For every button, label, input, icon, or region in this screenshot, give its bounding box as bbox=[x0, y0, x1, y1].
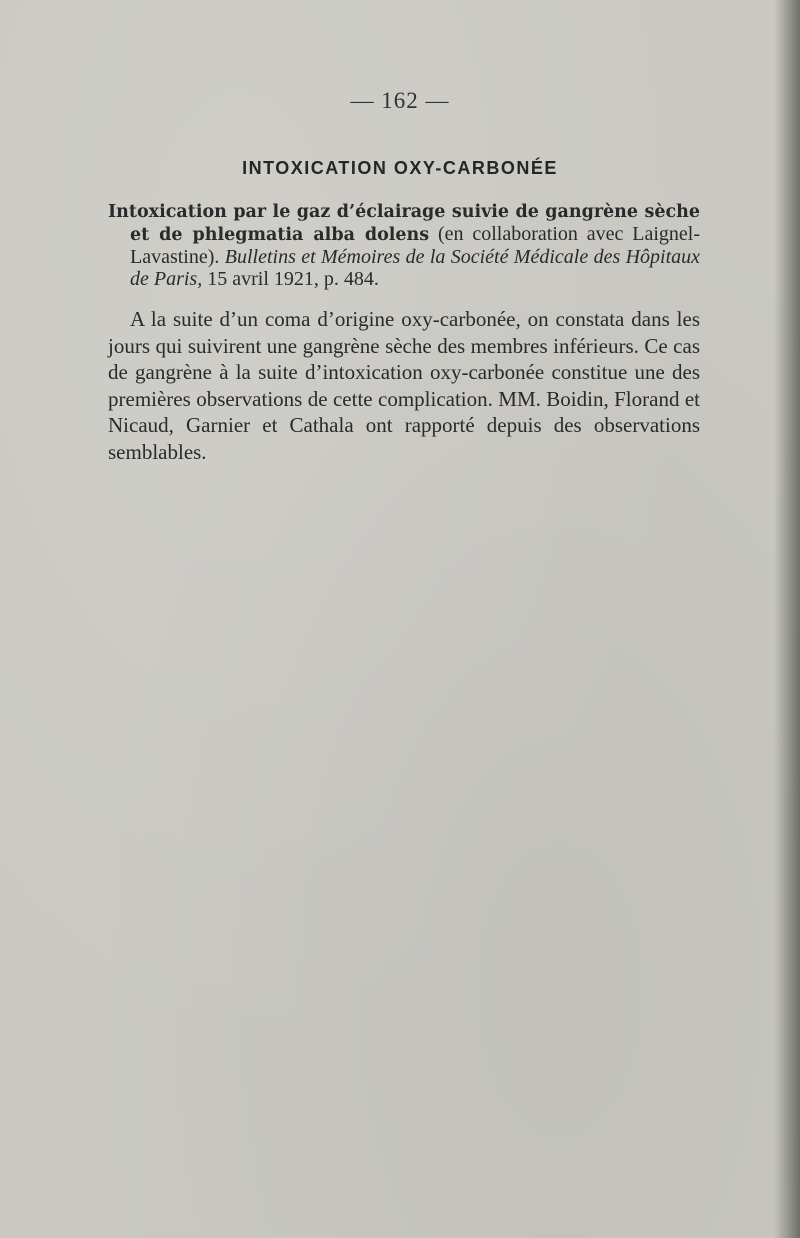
section-title: INTOXICATION OXY-CARBONÉE bbox=[242, 158, 558, 178]
body-paragraph: A la suite d’un coma d’origine oxy-carbonée, on constata dans les jours qui suivirent une gangrène sèche des membres inférieurs. Ce cas de gangrène à la suite d’intoxication oxy-carbonée constitue une des premières observations de cette complication. MM. Boidin, Florand et Nicaud, Garnier et Cathala ont rapporté depuis des observations semblables. bbox=[108, 307, 700, 464]
reference-title: Intoxication par le gaz d’éclairage suivie de gangrène sèche et de phlegmatia alba dolens bbox=[108, 202, 700, 245]
page-binding-shadow bbox=[774, 0, 800, 1238]
reference-entry bbox=[108, 200, 700, 290]
body-text bbox=[108, 306, 700, 465]
reference-collaboration: (en collaboration avec Laignel-Lavastine). bbox=[130, 223, 700, 268]
bibliographic-reference bbox=[108, 200, 700, 290]
reference-journal: Bulletins et Mémoires de la Société Médicale des Hôpitaux de Paris, bbox=[130, 246, 701, 290]
reference-date-pages: 15 avril 1921, p. 484. bbox=[202, 268, 379, 290]
page-number: — 162 — bbox=[350, 88, 450, 113]
